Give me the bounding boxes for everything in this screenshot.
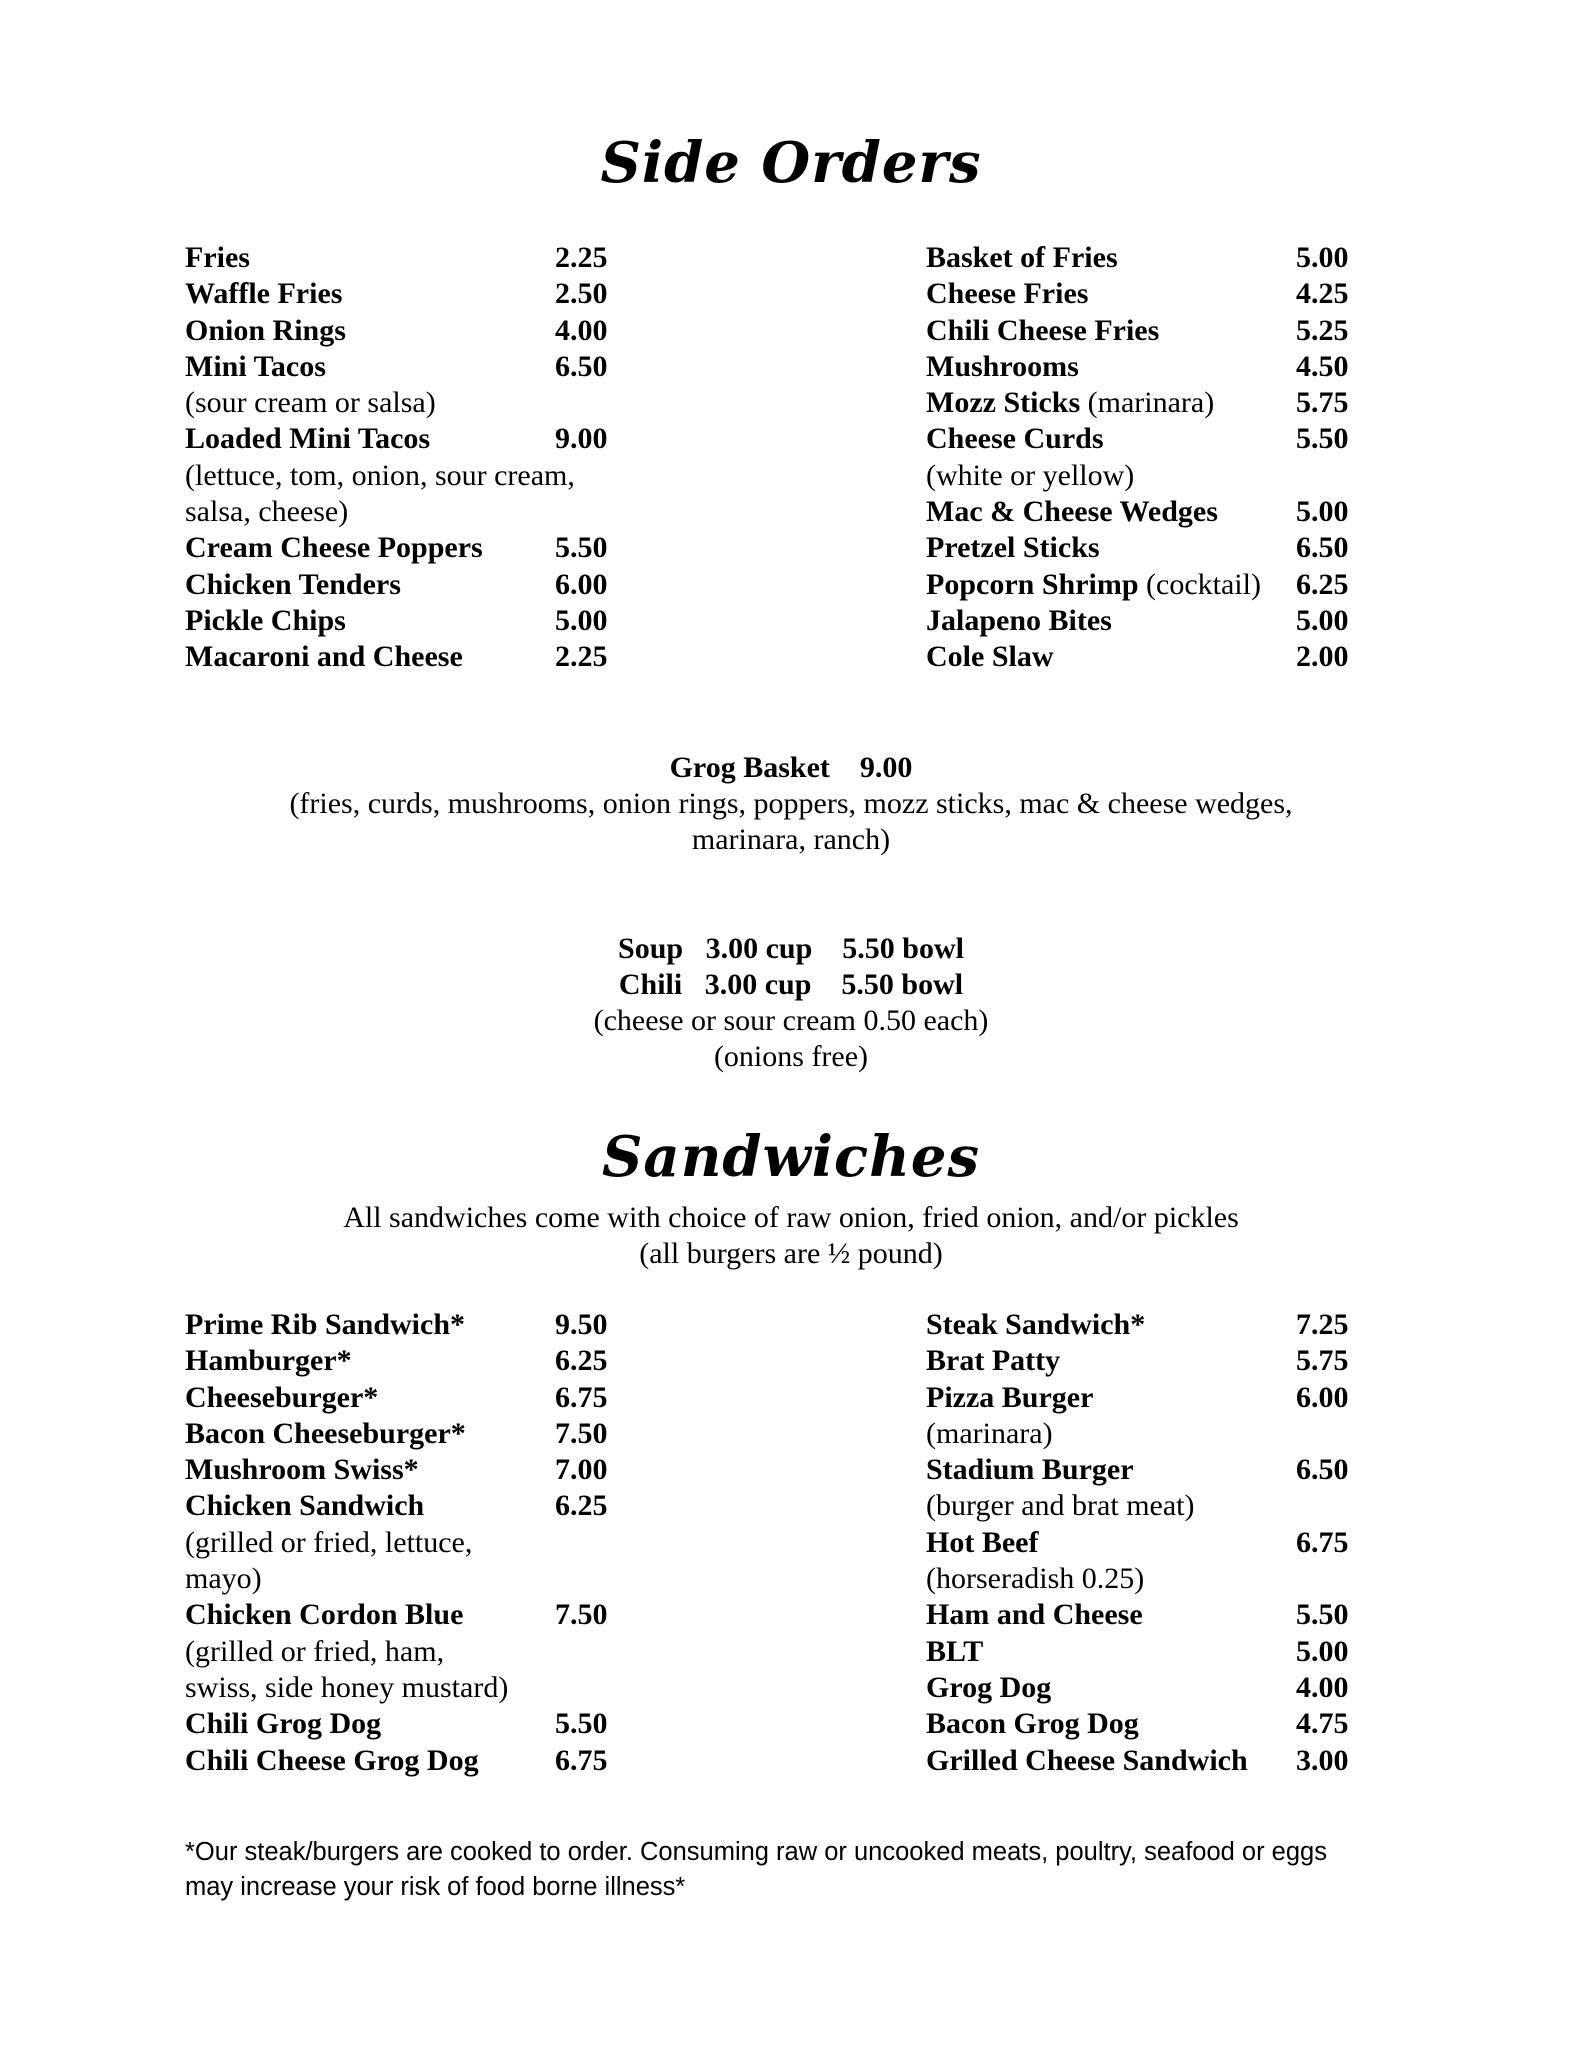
menu-item-name: Cheese Fries [926,277,1089,311]
menu-item-price: 5.50 [1296,1598,1349,1632]
menu-item-price: 5.50 [1296,422,1349,456]
menu-item [185,421,625,457]
menu-item-name: Hot Beef [926,1525,1039,1559]
menu-item-price: 5.00 [1296,495,1349,529]
menu-item-name: Chicken Sandwich [185,1489,425,1523]
menu-item [926,421,1366,457]
menu-item-description: swiss, side honey mustard) [185,1670,509,1704]
menu-item [185,1706,625,1742]
sandwiches-intro-1: All sandwiches come with choice of raw onion, fried onion, and/or pickles [343,1201,1239,1234]
menu-item-price: 6.25 [555,1344,608,1378]
menu-item [926,313,1366,349]
menu-item [926,494,1366,530]
side-orders-left-column [185,240,625,676]
menu-item [926,639,1366,675]
menu-item-price: 5.50 [555,1707,608,1741]
menu-item [185,1597,625,1633]
menu-item-name: Prime Rib Sandwich* [185,1308,466,1341]
menu-item-name: Cheese Curds [926,422,1104,456]
side-orders-title: Side Orders [600,130,982,196]
menu-item-name: Bacon Grog Dog [926,1707,1139,1741]
sandwiches-intro-2: (all burgers are ½ pound) [639,1237,943,1270]
menu-item-price: 6.50 [555,349,608,383]
menu-item-price: 6.50 [1296,531,1349,565]
menu-item-price: 9.50 [555,1308,608,1341]
menu-item [185,1343,625,1379]
menu-item-price: 6.00 [555,567,608,601]
menu-item-name: Brat Patty [926,1344,1061,1378]
menu-item [926,1634,1366,1670]
menu-item-name: Chili Grog Dog [185,1707,382,1741]
menu-item-name: BLT [926,1634,984,1668]
menu-item-name: Mushroom Swiss* [185,1453,419,1487]
menu-item-description: mayo) [185,1562,262,1596]
menu-item-name: Mini Tacos [185,349,326,383]
menu-item-price: 6.75 [1296,1525,1349,1559]
grog-basket-heading [0,750,1582,786]
menu-item [185,530,625,566]
menu-item [926,1597,1366,1633]
food-safety-disclaimer [185,1835,1425,1905]
menu-item-price: 5.75 [1296,386,1349,420]
menu-item-price: 4.50 [1296,349,1349,383]
sandwiches-title: Sandwiches [601,1124,981,1190]
menu-item-price: 6.75 [555,1743,608,1777]
menu-item-price: 7.50 [555,1598,608,1632]
chili-cup-price: 3.00 cup [704,968,812,1001]
soup-label: Soup [618,932,684,965]
menu-item [926,530,1366,566]
menu-item [185,1488,625,1524]
menu-item [185,1743,625,1779]
menu-item [926,1525,1366,1561]
menu-item-name: Bacon Cheeseburger* [185,1416,466,1450]
menu-item-name: Ham and Cheese [926,1598,1143,1632]
menu-item-name: Chili Cheese Grog Dog [185,1743,479,1777]
menu-item [185,1307,625,1343]
menu-item-price: 3.00 [1296,1743,1349,1777]
menu-item-description: (grilled or fried, lettuce, [185,1525,473,1559]
grog-basket-price: 9.00 [859,751,913,784]
menu-item-price: 6.75 [555,1380,608,1414]
menu-item-price: 7.00 [555,1453,608,1487]
soup-chili-note-2: (onions free) [713,1040,869,1073]
menu-item-price: 4.75 [1296,1707,1349,1741]
menu-item-price: 2.50 [555,277,608,311]
menu-item [926,1452,1366,1488]
menu-item [185,603,625,639]
menu-item-description: (horseradish 0.25) [926,1562,1145,1596]
menu-item-price: 2.00 [1296,640,1349,674]
menu-item [926,1307,1366,1343]
menu-item-price: 4.00 [1296,1670,1349,1704]
chili-bowl-price: 5.50 bowl [841,968,964,1001]
menu-item-description: (grilled or fried, ham, [185,1634,445,1668]
disclaimer-line-1: *Our steak/burgers are cooked to order. Consuming raw or uncooked meats, poultry, seafood or eggs [185,1838,1327,1866]
menu-item-name: Mushrooms [926,349,1079,383]
menu-item [926,1343,1366,1379]
menu-item-price: 5.00 [1296,241,1349,274]
grog-basket-name: Grog Basket [669,751,830,784]
menu-item-name: Basket of Fries [926,241,1118,274]
soup-chili-note-1: (cheese or sour cream 0.50 each) [593,1004,989,1037]
menu-item-name: Stadium Burger [926,1453,1134,1487]
menu-item-price: 5.75 [1296,1344,1349,1378]
menu-item-name: Cream Cheese Poppers [185,531,483,565]
soup-bowl-price: 5.50 bowl [842,932,964,965]
menu-item [185,276,625,312]
menu-item-name: Pizza Burger [926,1380,1094,1414]
menu-item [926,385,1366,421]
menu-item [185,1380,625,1416]
menu-item [185,1452,625,1488]
chili-label: Chili [618,968,683,1001]
menu-item-name: Chili Cheese Fries [926,313,1160,347]
menu-item-name: Jalapeno Bites [926,603,1112,637]
menu-item-price: 6.00 [1296,1380,1349,1414]
menu-item-name: Pretzel Sticks [926,531,1100,565]
menu-item [926,276,1366,312]
menu-item [926,349,1366,385]
menu-item-name: Cole Slaw [926,640,1054,674]
menu-item-description: (marinara) [926,1416,1053,1450]
menu-item-price: 6.50 [1296,1453,1349,1487]
menu-item-description: (burger and brat meat) [926,1489,1195,1523]
menu-item-price: 5.00 [555,603,608,637]
side-orders-right-column [926,240,1366,676]
menu-item-price: 5.50 [555,531,608,565]
menu-item [926,1706,1366,1742]
menu-item-name: Cheeseburger* [185,1380,379,1414]
menu-item-price: 7.50 [555,1416,608,1450]
menu-item-name: Loaded Mini Tacos [185,422,431,456]
menu-item [185,1416,625,1452]
menu-item [926,603,1366,639]
menu-item-price: 6.25 [1296,567,1349,601]
menu-item [185,313,625,349]
menu-item-name: Hamburger* [185,1344,352,1378]
menu-item-name: Chicken Tenders [185,567,401,601]
menu-item [926,567,1366,603]
menu-item-description: (sour cream or salsa) [185,386,436,420]
menu-item-description: (lettuce, tom, onion, sour cream, [185,458,575,492]
menu-item-name: Grog Dog [926,1670,1052,1704]
menu-item [926,1743,1366,1779]
menu-item-price: 5.00 [1296,1634,1349,1668]
menu-item-price: 6.25 [555,1489,608,1523]
menu-item-name: Onion Rings [185,313,346,347]
menu-item-name: Mac & Cheese Wedges [926,495,1218,529]
menu-item-description: (white or yellow) [926,458,1135,492]
menu-item-name: Pickle Chips [185,603,346,637]
menu-item-price: 2.25 [555,640,608,674]
menu-item [185,639,625,675]
menu-item-price: 5.25 [1296,313,1349,347]
chili-line [0,967,1582,1003]
menu-item-name: Chicken Cordon Blue [185,1598,464,1632]
menu-item-note: (cocktail) [1138,567,1261,601]
menu-item [185,567,625,603]
menu-item-name: Popcorn Shrimp [926,567,1139,601]
menu-item-price: 4.25 [1296,277,1349,311]
menu-item-price: 5.00 [1296,603,1349,637]
menu-item-price: 4.00 [555,313,608,347]
menu-item-price: 2.25 [555,241,608,274]
disclaimer-line-2: may increase your risk of food borne illness* [185,1873,686,1901]
menu-item [926,1380,1366,1416]
grog-basket-desc-1: (fries, curds, mushrooms, onion rings, poppers, mozz sticks, mac & cheese wedges, [289,787,1293,820]
menu-item-description: salsa, cheese) [185,495,349,529]
menu-item [185,240,625,276]
menu-item-name: Grilled Cheese Sandwich [926,1743,1248,1777]
menu-item-name: Macaroni and Cheese [185,640,463,674]
grog-basket-desc-2: marinara, ranch) [691,823,891,856]
sandwiches-right-column [926,1307,1366,1779]
sandwiches-left-column [185,1307,625,1779]
menu-item-price: 9.00 [555,422,608,456]
menu-item-name: Mozz Sticks [926,386,1081,420]
menu-item-price: 7.25 [1296,1308,1349,1341]
soup-line [0,931,1582,967]
menu-item [185,349,625,385]
menu-item-name: Steak Sandwich* [926,1308,1146,1341]
soup-cup-price: 3.00 cup [705,932,813,965]
menu-item-note: (marinara) [1080,386,1215,420]
menu-item-name: Fries [185,241,250,274]
menu-item-name: Waffle Fries [185,277,343,311]
menu-item [926,240,1366,276]
menu-item [926,1670,1366,1706]
